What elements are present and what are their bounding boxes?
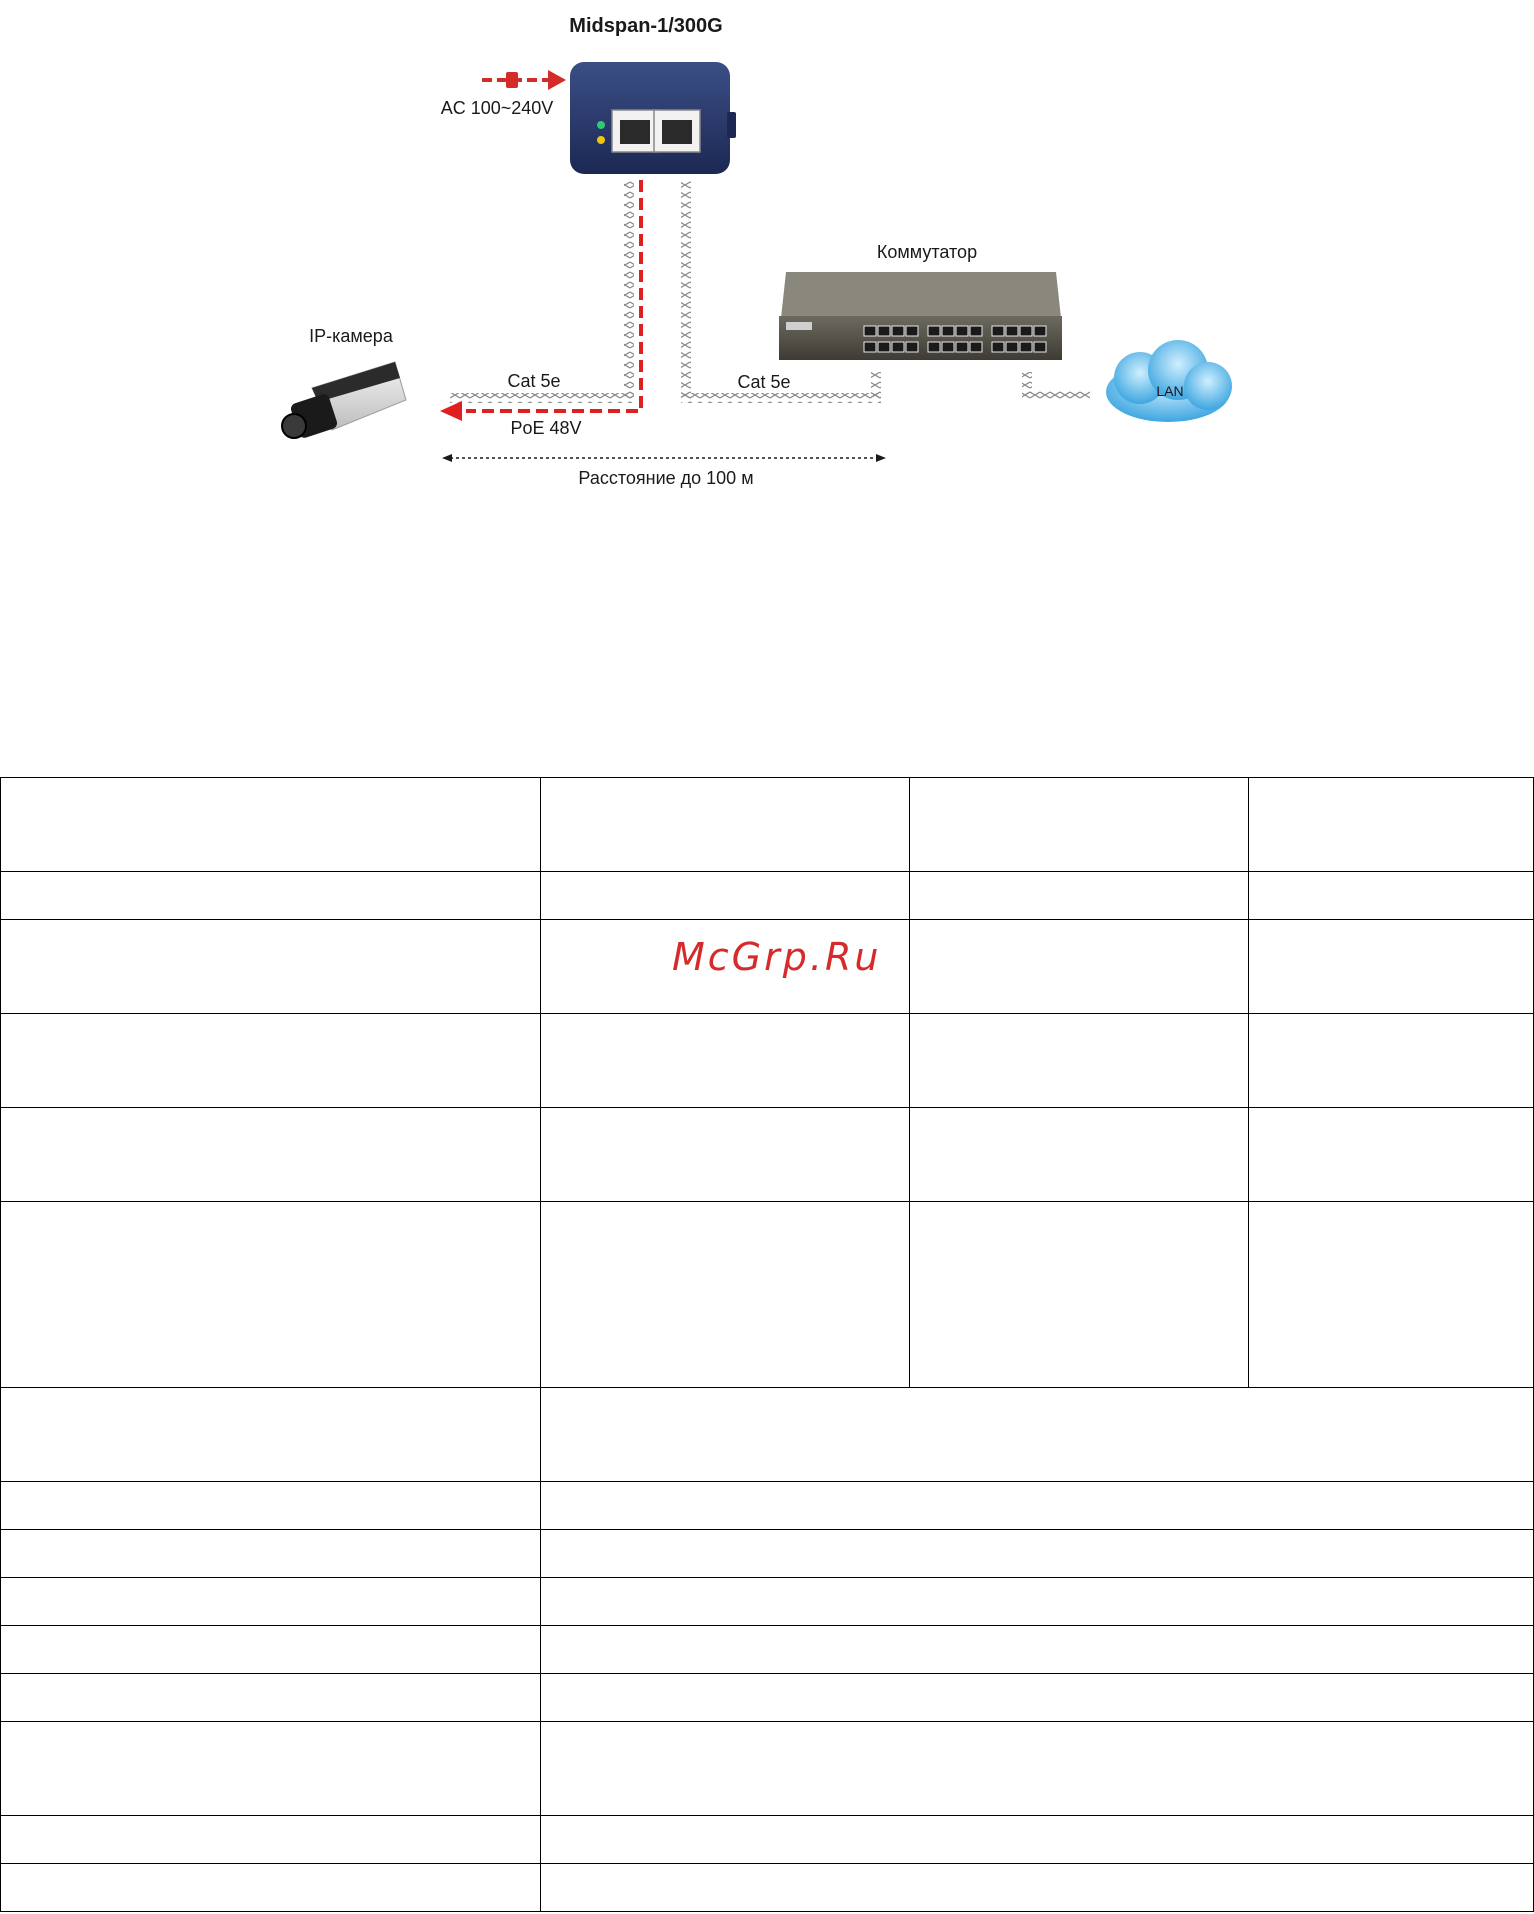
- table-cell: [541, 1578, 1534, 1626]
- table-cell: [1249, 920, 1534, 1014]
- table-cell: [541, 1674, 1534, 1722]
- table-cell: [1, 1530, 541, 1578]
- table-cell: [1, 1388, 541, 1482]
- distance-label: Расстояние до 100 м: [578, 468, 754, 488]
- distance-arrow: [442, 454, 886, 462]
- table-cell: [541, 1816, 1534, 1864]
- table-row: [1, 1014, 1534, 1108]
- table-cell: [541, 1626, 1534, 1674]
- table-cell: [1, 1578, 541, 1626]
- camera-label: IP-камера: [309, 326, 393, 346]
- cable-right-label: Cat 5e: [737, 372, 791, 392]
- table-cell: [541, 778, 910, 872]
- ac-voltage-label: AC 100~240V: [440, 98, 554, 118]
- ac-power-arrow-icon: [482, 70, 566, 90]
- table-row: [1, 1864, 1534, 1912]
- table-row: [1, 1674, 1534, 1722]
- table-cell: [1, 872, 541, 920]
- table-cell: [1249, 1108, 1534, 1202]
- table-cell: [1, 1108, 541, 1202]
- table-cell: [1249, 778, 1534, 872]
- poe-connection-diagram: [0, 0, 1534, 500]
- table-cell: [541, 1108, 910, 1202]
- table-cell: [1, 1674, 541, 1722]
- table-cell: [1, 1014, 541, 1108]
- table-cell: [1249, 1202, 1534, 1388]
- cable-to-switch: [681, 393, 881, 403]
- midspan-injector-icon: [570, 62, 736, 174]
- table-row: [1, 1578, 1534, 1626]
- table-cell: [541, 872, 910, 920]
- cable-to-lan: [1022, 390, 1090, 400]
- table-cell: [1, 920, 541, 1014]
- ip-camera-icon: [282, 362, 406, 439]
- lan-label: LAN: [1156, 383, 1184, 399]
- watermark: McGrp.Ru: [672, 935, 882, 979]
- table-cell: [1, 1626, 541, 1674]
- table-cell: [541, 1202, 910, 1388]
- table-row: [1, 1202, 1534, 1388]
- table-cell: [541, 1388, 1534, 1482]
- table-row: [1, 1722, 1534, 1816]
- table-row: [1, 1626, 1534, 1674]
- midspan-title: Midspan-1/300G: [569, 15, 723, 37]
- table-row: [1, 1108, 1534, 1202]
- table-row: [1, 778, 1534, 872]
- table-cell: [910, 1202, 1249, 1388]
- table-cell: [910, 778, 1249, 872]
- cable-to-camera: [450, 393, 634, 403]
- table-cell: [910, 920, 1249, 1014]
- table-row: [1, 1530, 1534, 1578]
- table-cell: [1, 1482, 541, 1530]
- table-cell: [541, 1530, 1534, 1578]
- table-row: [1, 1482, 1534, 1530]
- lan-cloud-icon: [1106, 340, 1232, 422]
- network-switch-icon: [779, 272, 1062, 360]
- switch-label: Коммутатор: [876, 242, 978, 262]
- table-cell: [910, 1108, 1249, 1202]
- table-cell: [1249, 872, 1534, 920]
- table-cell: [910, 872, 1249, 920]
- cable-down-poe: [624, 180, 634, 402]
- table-row: [1, 1388, 1534, 1482]
- cable-switch-riser: [871, 372, 881, 402]
- table-cell: [1, 1722, 541, 1816]
- table-cell: [1, 1202, 541, 1388]
- table-cell: [1, 1864, 541, 1912]
- cable-down-data: [681, 180, 691, 402]
- table-cell: [541, 1482, 1534, 1530]
- table-row: [1, 1816, 1534, 1864]
- table-cell: [541, 1864, 1534, 1912]
- table-cell: [541, 1722, 1534, 1816]
- table-cell: [541, 1014, 910, 1108]
- table-cell: [1, 778, 541, 872]
- poe-voltage-label: PoE 48V: [510, 418, 582, 438]
- table-cell: [1249, 1014, 1534, 1108]
- table-cell: [910, 1014, 1249, 1108]
- table-row: [1, 872, 1534, 920]
- cable-left-label: Cat 5e: [507, 371, 561, 391]
- table-cell: [1, 1816, 541, 1864]
